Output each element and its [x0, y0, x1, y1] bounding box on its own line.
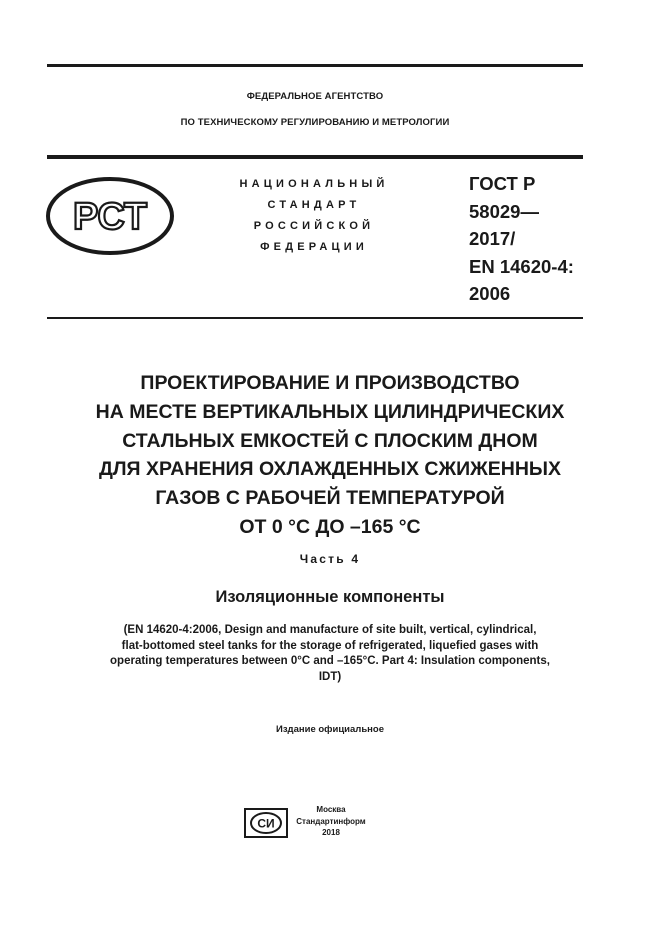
title-line: ДЛЯ ХРАНЕНИЯ ОХЛАЖДЕННЫХ СЖИЖЕННЫХ	[98, 458, 562, 481]
rst-logo	[45, 176, 175, 256]
en-reference-line: IDT)	[318, 670, 342, 683]
edition-label: Издание официальное	[276, 724, 384, 735]
top-rule	[47, 64, 583, 67]
en-reference	[40, 623, 620, 685]
publisher-year: 2018	[322, 828, 340, 837]
designation-line: EN 14620-4:	[469, 255, 574, 277]
agency-line-1: ФЕДЕРАЛЬНОЕ АГЕНТСТВО	[246, 91, 384, 102]
part-number: Часть 4	[299, 552, 361, 566]
national-line: СТАНДАРТ	[267, 199, 361, 211]
designation-line: ГОСТ Р	[469, 173, 536, 194]
publisher-name: Стандартинформ	[296, 816, 366, 826]
designation-line: 58029—	[469, 200, 539, 222]
en-reference-line: (EN 14620-4:2006, Design and manufacture of site built, vertical, cylindrical,	[123, 624, 537, 636]
en-reference-line: operating temperatures between 0°C and –165°C. Part 4: Insulation components,	[110, 655, 550, 667]
publisher-info	[292, 804, 370, 839]
agency-line-2: ПО ТЕХНИЧЕСКОМУ РЕГУЛИРОВАНИЮ И МЕТРОЛОГИИ	[180, 117, 450, 128]
title-line: ПРОЕКТИРОВАНИЕ И ПРОИЗВОДСТВО	[140, 372, 520, 394]
en-reference-line: flat-bottomed steel tanks for the storage of refrigerated, liquefied gases with	[121, 639, 539, 652]
publisher-logo	[244, 808, 288, 838]
national-line: НАЦИОНАЛЬНЫЙ	[239, 178, 389, 190]
national-line: РОССИЙСКОЙ	[253, 220, 375, 232]
title-line: ОТ 0 °С ДО –165 °С	[239, 515, 421, 538]
rst-logo-text: РСТ	[72, 196, 148, 238]
designation-line: 2006	[469, 283, 511, 304]
title-line: СТАЛЬНЫХ ЕМКОСТЕЙ С ПЛОСКИМ ДНОМ	[122, 429, 538, 452]
rst-mark-icon	[45, 176, 175, 256]
national-standard-label	[214, 174, 414, 258]
document-title	[30, 369, 630, 542]
document-subtitle: Изоляционные компоненты	[215, 588, 445, 606]
title-line: ГАЗОВ С РАБОЧЕЙ ТЕМПЕРАТУРОЙ	[155, 487, 505, 510]
publisher-city: Москва	[316, 805, 346, 814]
standard-designation	[469, 170, 599, 308]
title-block-rule	[47, 317, 583, 319]
national-line: ФЕДЕРАЦИИ	[260, 241, 368, 253]
designation-line: 2017/	[469, 228, 516, 249]
header-rule	[47, 155, 583, 159]
publisher-logo-text: СИ	[257, 816, 275, 831]
title-line: НА МЕСТЕ ВЕРТИКАЛЬНЫХ ЦИЛИНДРИЧЕСКИХ	[95, 400, 565, 423]
standartinform-logo-icon	[244, 808, 288, 838]
